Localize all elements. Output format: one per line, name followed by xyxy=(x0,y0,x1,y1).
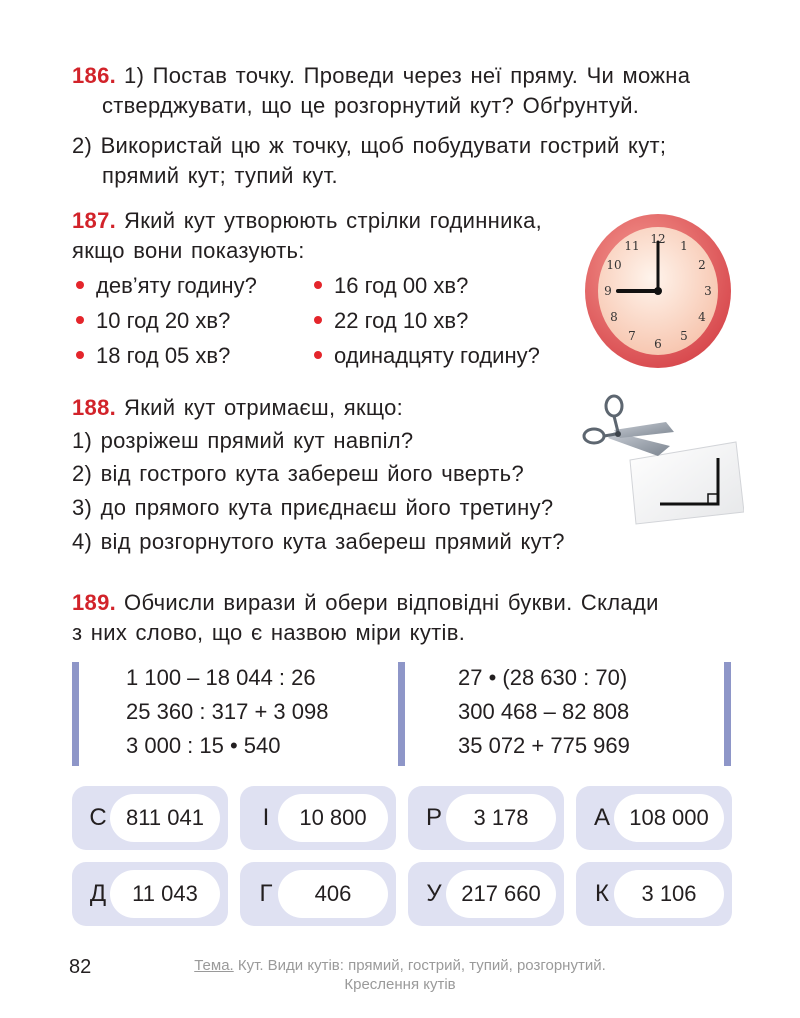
ex186-line4: прямий кут; тупий кут. xyxy=(102,163,338,188)
answer-letter: Р xyxy=(425,804,442,831)
bullet-dot xyxy=(76,316,84,324)
expression-left-3: 3 000 : 15 • 540 xyxy=(126,733,281,758)
clock-number: 12 xyxy=(650,232,666,246)
ex188-item-1: 1) розріжеш прямий кут навпіл? xyxy=(72,428,414,453)
expression-left-2: 25 360 : 317 + 3 098 xyxy=(126,699,329,724)
scissors-shank xyxy=(614,416,618,432)
answer-tile-d xyxy=(72,862,228,926)
ex189-text1: Обчисли вирази й обери відповідні букви. Склади xyxy=(124,590,659,615)
answer-tile-i xyxy=(240,786,396,850)
bullet-text: 22 год 10 хв? xyxy=(334,308,469,333)
answer-letter: Г xyxy=(259,880,273,907)
answer-value: 11 043 xyxy=(110,870,220,918)
scissors-handle xyxy=(584,429,604,443)
scissors-blade-upper xyxy=(614,422,674,438)
bullet-text: одинадцяту годину? xyxy=(334,343,540,368)
scissors-paper-illustration xyxy=(578,392,744,526)
answer-value: 217 660 xyxy=(446,870,556,918)
scissors-pivot xyxy=(615,431,621,437)
answer-tile-a xyxy=(576,786,732,850)
scissors-handle xyxy=(606,396,622,416)
divider-bar-right xyxy=(724,662,731,766)
clock-number: 10 xyxy=(606,258,622,272)
ex187-line1 xyxy=(72,206,542,236)
footer-topic-line1 xyxy=(150,956,650,975)
bullet-dot xyxy=(314,281,322,289)
ex187-bullet-5 xyxy=(76,341,230,371)
ex186-line2: стверджувати, що це розгорнутий кут? Обґрунтуй. xyxy=(102,93,640,118)
bullet-dot xyxy=(76,351,84,359)
answer-letter: А xyxy=(593,804,610,831)
clock-number: 11 xyxy=(624,239,640,253)
bullet-text: 18 год 05 хв? xyxy=(96,343,231,368)
clock-number: 4 xyxy=(698,310,706,324)
ex187-bullet-3 xyxy=(76,306,230,336)
answer-tile-u xyxy=(408,862,564,926)
answer-letter: Д xyxy=(89,880,107,907)
ex188-item-2: 2) від гострого кута забереш його чверть? xyxy=(72,461,524,486)
expression-right-3: 35 072 + 775 969 xyxy=(458,733,630,758)
expression-left-1: 1 100 – 18 044 : 26 xyxy=(126,665,316,690)
ex189-number: 189. xyxy=(72,590,117,615)
divider-bar-left xyxy=(72,662,79,766)
ex188-line1 xyxy=(72,393,403,423)
answer-tile-g xyxy=(240,862,396,926)
bullet-text: дев’яту годину? xyxy=(96,273,257,298)
answer-tile-r xyxy=(408,786,564,850)
ex188-number: 188. xyxy=(72,395,117,420)
answer-value: 3 106 xyxy=(614,870,724,918)
ex187-bullet-2 xyxy=(314,271,468,301)
ex187-bullet-1 xyxy=(76,271,257,301)
ex187-bullet-4 xyxy=(314,306,468,336)
clock-center xyxy=(654,287,662,295)
footer-topic-label: Тема. xyxy=(194,957,234,974)
clock-number: 3 xyxy=(704,284,712,298)
ex189-line1 xyxy=(72,588,659,618)
bullet-dot xyxy=(76,281,84,289)
clock-number: 8 xyxy=(610,310,618,324)
expression-right-2: 300 468 – 82 808 xyxy=(458,699,630,724)
ex187-text1: Який кут утворюють стрілки годинника, xyxy=(124,208,543,233)
answer-value: 10 800 xyxy=(278,794,388,842)
answer-value: 3 178 xyxy=(446,794,556,842)
footer-topic-text: Кут. Види кутів: прямий, гострий, тупий, розгорнутий. xyxy=(237,957,606,974)
clock-number: 2 xyxy=(698,258,706,272)
divider-bar-middle xyxy=(398,662,405,766)
bullet-dot xyxy=(314,351,322,359)
ex188-text1: Який кут отримаєш, якщо: xyxy=(124,395,404,420)
ex188-item-3: 3) до прямого кута приєднаєш його третину? xyxy=(72,495,554,520)
bullet-text: 10 год 20 хв? xyxy=(96,308,231,333)
clock-number: 6 xyxy=(654,337,662,351)
expression-right-1: 27 • (28 630 : 70) xyxy=(458,665,628,690)
ex187-line2: якщо вони показують: xyxy=(72,238,305,263)
ex186-line1 xyxy=(72,61,690,91)
paper-sheet xyxy=(630,442,744,524)
ex186-line3: 2) Використай цю ж точку, щоб побудувати гострий кут; xyxy=(72,133,667,158)
ex188-item-4: 4) від розгорнутого кута забереш прямий кут? xyxy=(72,529,565,554)
clock-number: 5 xyxy=(680,329,688,343)
answer-tile-s xyxy=(72,786,228,850)
answer-letter: К xyxy=(595,880,609,907)
ex186-number: 186. xyxy=(72,63,117,88)
clock-number: 1 xyxy=(680,239,688,253)
answer-value: 811 041 xyxy=(110,794,220,842)
footer-topic-line2: Креслення кутів xyxy=(344,976,456,993)
ex189-line2: з них слово, що є назвою міри кутів. xyxy=(72,620,466,645)
answer-letter: С xyxy=(89,804,107,831)
ex187-bullet-6 xyxy=(314,341,540,371)
bullet-text: 16 год 00 хв? xyxy=(334,273,469,298)
clock-number: 7 xyxy=(628,329,636,343)
answer-letter: У xyxy=(426,880,442,907)
answer-value: 406 xyxy=(278,870,388,918)
clock-illustration xyxy=(584,212,732,370)
answer-tile-k xyxy=(576,862,732,926)
answer-value: 108 000 xyxy=(614,794,724,842)
bullet-dot xyxy=(314,316,322,324)
ex186-text1: 1) Постав точку. Проведи через неї пряму. Чи можна xyxy=(124,63,691,88)
answer-letter: І xyxy=(262,804,270,831)
ex187-number: 187. xyxy=(72,208,117,233)
scissors-shank xyxy=(604,434,616,436)
page-number: 82 xyxy=(69,956,92,978)
clock-number: 9 xyxy=(604,284,612,298)
